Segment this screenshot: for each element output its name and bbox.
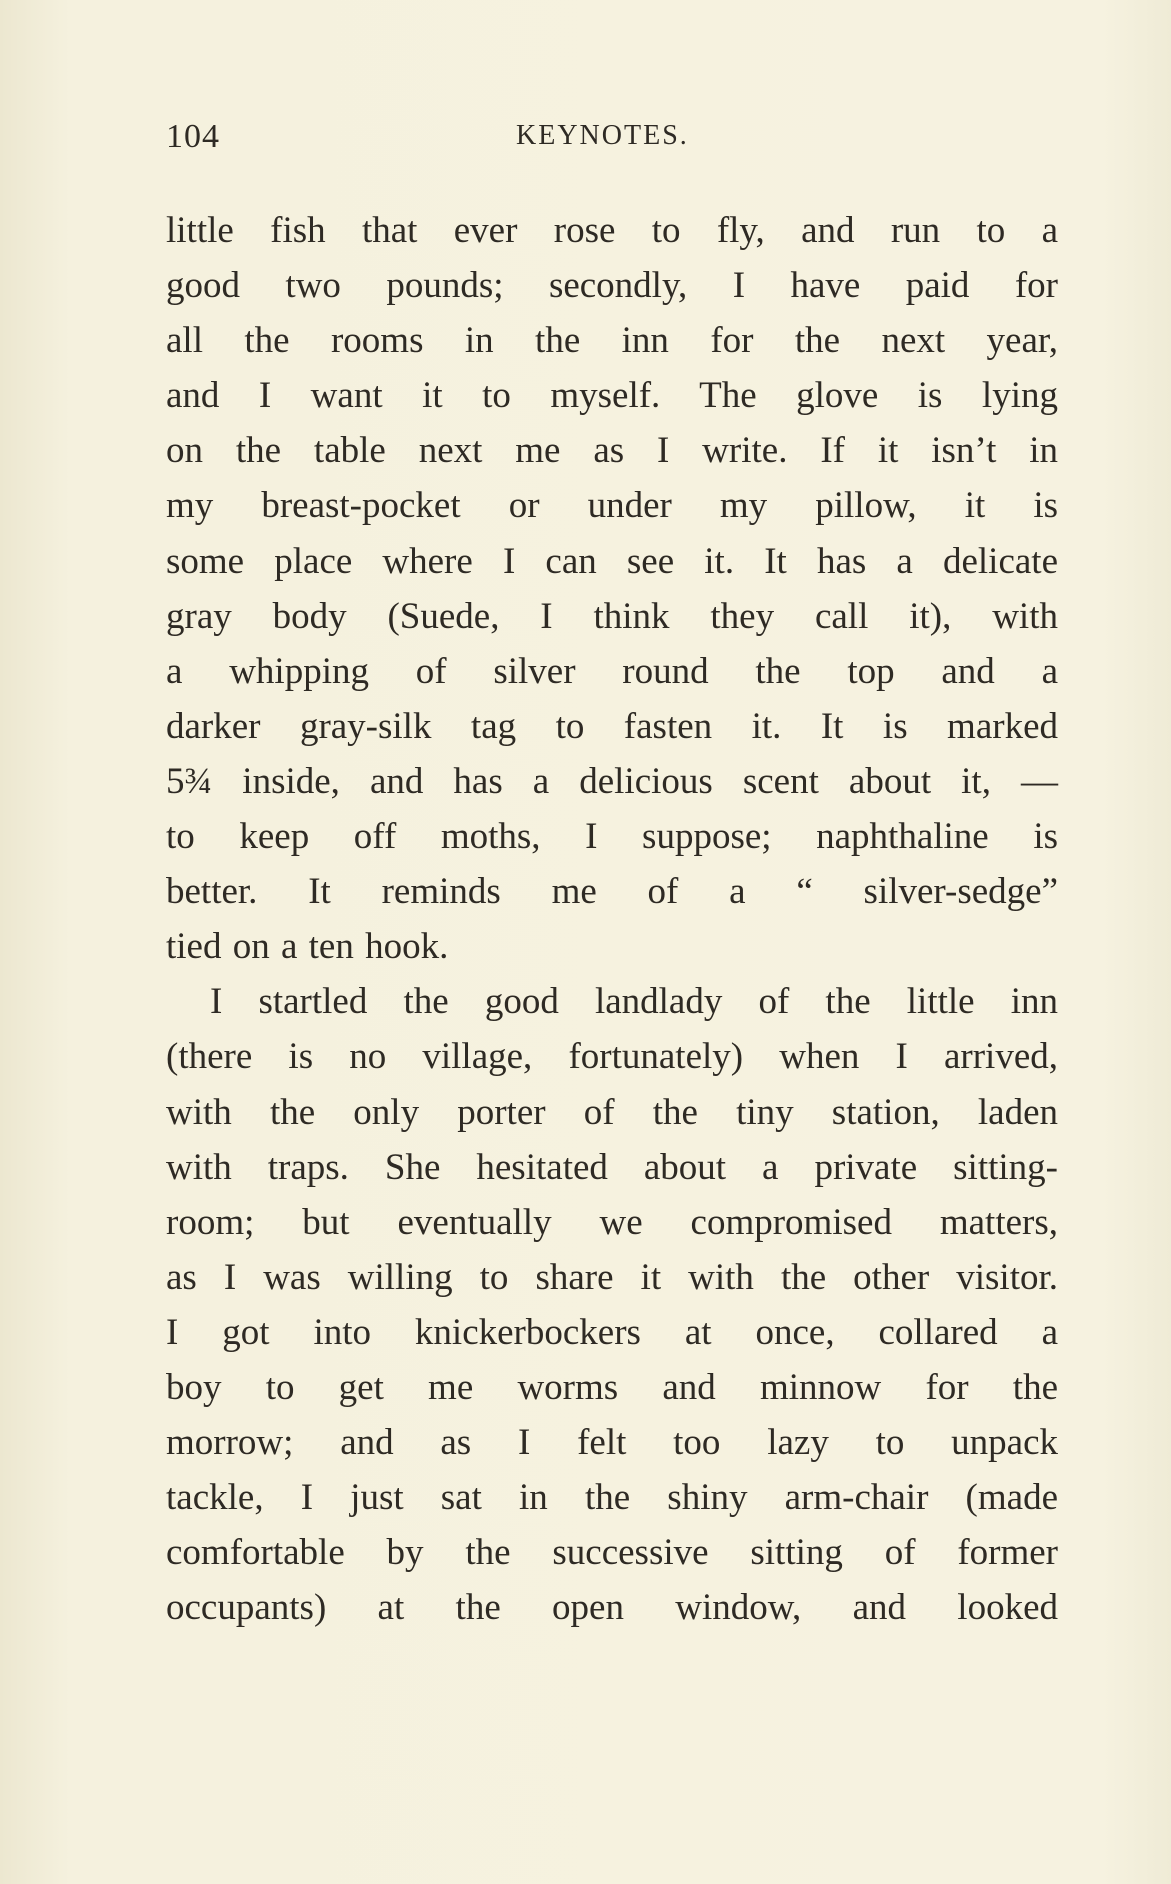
page-header <box>166 118 1058 158</box>
text-line: a whipping of silver round the top and a <box>166 650 1058 692</box>
text-line: boy to get me worms and minnow for the <box>166 1366 1058 1408</box>
text-line: all the rooms in the inn for the next year, <box>166 320 1058 362</box>
text-line: on the table next me as I write. If it isn’t in <box>166 430 1058 472</box>
text-line: good two pounds; secondly, I have paid for <box>166 265 1058 307</box>
text-line: comfortable by the successive sitting of former <box>166 1532 1058 1574</box>
text-line: some place where I can see it. It has a delicate <box>166 540 1058 582</box>
page-number: 104 <box>166 118 220 155</box>
text-line: I got into knickerbockers at once, collared a <box>166 1311 1058 1353</box>
text-line: I startled the good landlady of the little inn <box>210 981 1058 1023</box>
text-line: tied on a ten hook. <box>166 926 449 968</box>
text-line: (there is no village, fortunately) when I arrived, <box>166 1036 1058 1078</box>
text-line: gray body (Suede, I think they call it), with <box>166 595 1058 637</box>
text-line: little fish that ever rose to fly, and run to a <box>166 210 1058 251</box>
text-line: with the only porter of the tiny station, laden <box>166 1091 1058 1133</box>
text-line: and I want it to myself. The glove is lying <box>166 375 1058 417</box>
text-line: my breast-pocket or under my pillow, it is <box>166 485 1058 527</box>
text-line: better. It reminds me of a “ silver-sedge” <box>166 871 1058 913</box>
text-line: to keep off moths, I suppose; naphthaline is <box>166 816 1058 858</box>
text-line: morrow; and as I felt too lazy to unpack <box>166 1422 1058 1464</box>
text-line: as I was willing to share it with the other visitor. <box>166 1256 1058 1298</box>
text-line: 5¾ inside, and has a delicious scent about it, — <box>166 760 1058 802</box>
body-text <box>166 203 1058 1635</box>
text-line: room; but eventually we compromised matters, <box>166 1201 1058 1243</box>
text-line: with traps. She hesitated about a private sitting- <box>166 1146 1058 1188</box>
text-line: darker gray-silk tag to fasten it. It is marked <box>166 705 1058 747</box>
running-title: KEYNOTES. <box>516 120 689 151</box>
text-line: occupants) at the open window, and looked <box>166 1587 1058 1629</box>
text-line: tackle, I just sat in the shiny arm-chair (made <box>166 1477 1058 1519</box>
